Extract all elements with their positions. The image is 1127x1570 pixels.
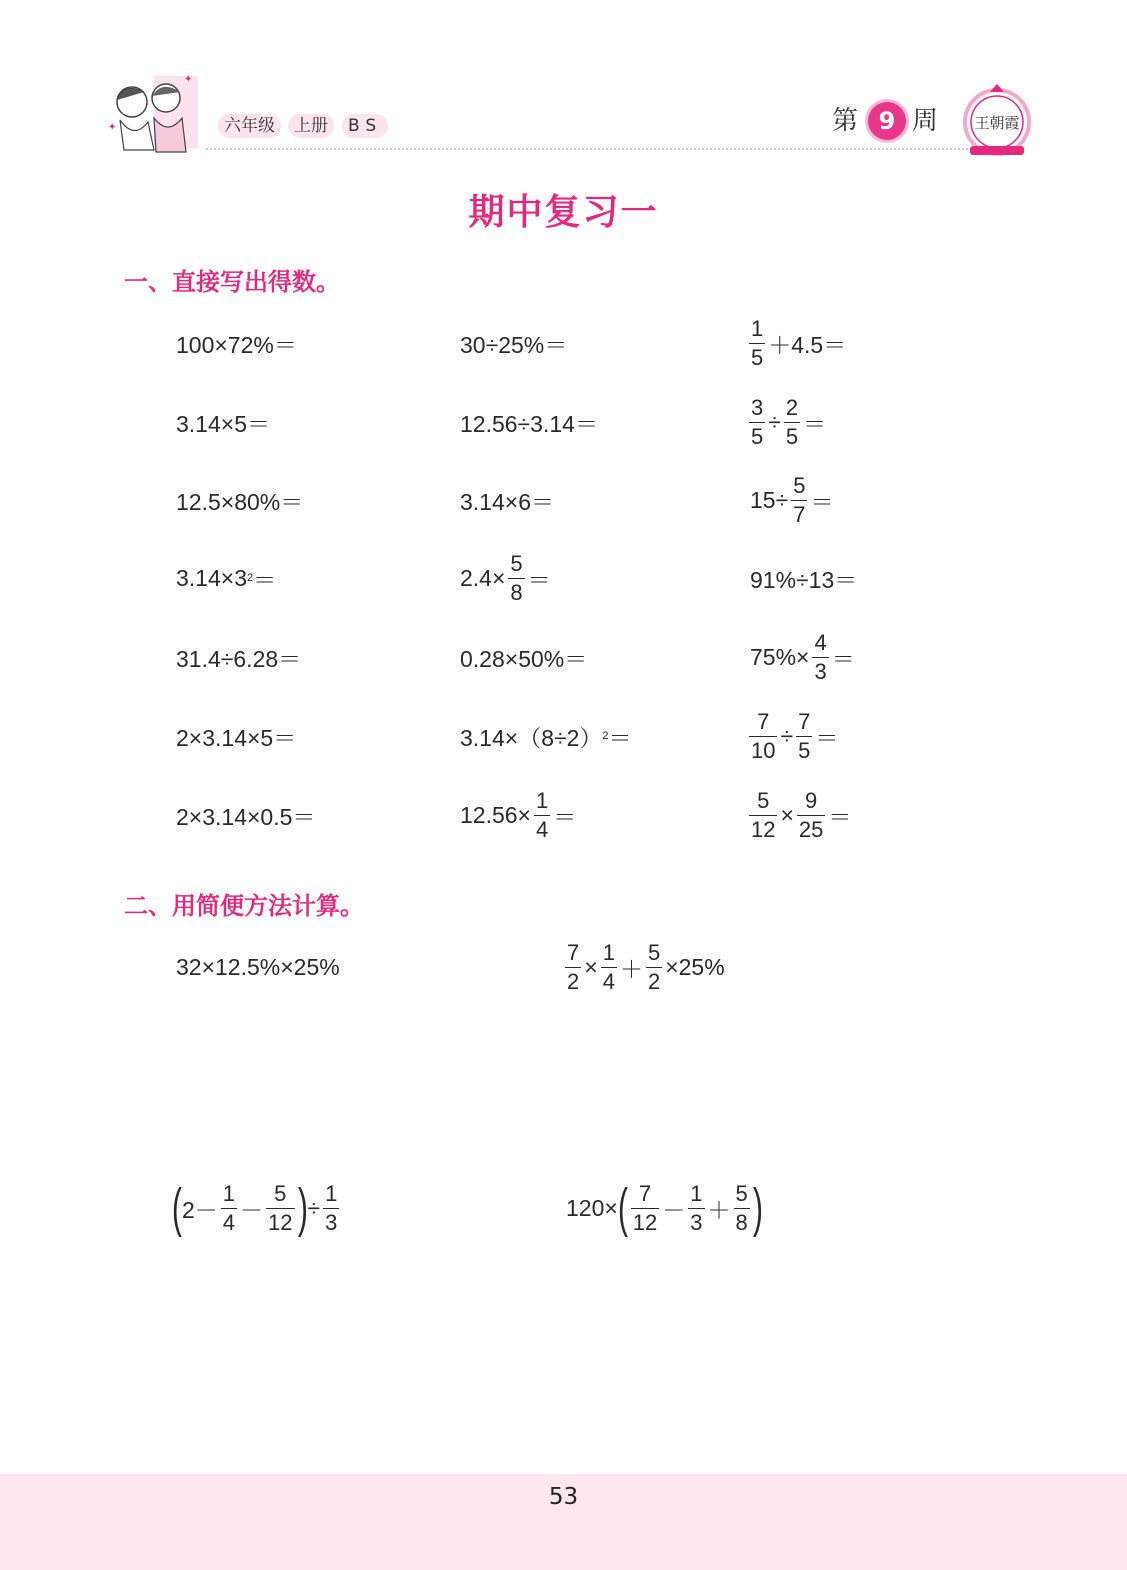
fraction: $\frac{5}{8}$ [510,550,523,605]
fraction: $\frac{1}{3}$ [690,1180,703,1235]
problem-6-3: $\frac{7}{10}$ ÷ $\frac{7}{5}$ ＝ [751,708,839,763]
simplify-problem-2: $\frac{7}{2}$ × $\frac{1}{4}$ ＋ $\frac{5}{2}$ ×25% [567,939,725,994]
fraction: $\frac{2}{5}$ [785,394,799,449]
svg-text:✦: ✦ [108,122,117,133]
fraction: $\frac{5}{8}$ [735,1180,748,1235]
problem-4-2: 2.4× $\frac{5}{8}$ ＝ [460,550,551,605]
grade-label: 六年级 [218,114,281,138]
fraction: $\frac{5}{12}$ [751,787,776,842]
section-heading-direct-answer: 一、直接写出得数。 [124,268,340,296]
week-prefix: 第 [832,106,859,136]
simplify-problem-3: ( 2－ $\frac{1}{4}$ － $\frac{5}{12}$ ) ÷ $\frac{1}{3}$ [172,1178,338,1238]
problem-3-2: 3.14×6＝ [460,488,554,515]
problem-6-2: 3.14×（8÷2） 2 ＝ [460,724,632,751]
fraction: $\frac{1}{4}$ [602,939,615,994]
problem-5-3: 75%× $\frac{4}{3}$ ＝ [750,629,855,684]
problem-4-1: 3.14×3 2 ＝ [176,564,277,593]
fraction: $\frac{7}{2}$ [567,939,580,994]
problem-3-3: 15÷ $\frac{5}{7}$ ＝ [750,472,834,527]
fraction: $\frac{1}{4}$ [222,1180,236,1235]
page-title: 期中复习一 [468,192,659,233]
problem-1-3: $\frac{1}{5}$ ＋4.5＝ [751,315,847,370]
svg-text:✦: ✦ [184,74,193,85]
problem-7-1: 2×3.14×0.5＝ [176,803,316,830]
problem-5-1: 31.4÷6.28＝ [176,645,302,672]
week-suffix: 周 [912,106,939,136]
fraction: $\frac{4}{3}$ [814,629,827,684]
problem-1-1: 100×72%＝ [176,331,297,358]
volume-label: 上册 [288,114,334,138]
week-number-badge: 9 [868,102,906,140]
header-divider [206,148,976,150]
page-number: 53 [548,1484,579,1510]
fraction: $\frac{1}{4}$ [536,787,549,842]
fraction: $\frac{5}{7}$ [793,472,806,527]
fraction: $\frac{1}{3}$ [325,1180,338,1235]
problem-5-2: 0.28×50%＝ [460,645,588,672]
section-heading-simplify: 二、用简便方法计算。 [124,892,364,920]
fraction: $\frac{7}{5}$ [798,708,811,763]
simplify-problem-4: 120× ( $\frac{7}{12}$ － $\frac{1}{3}$ ＋ $\frac{5}{8}$ ) [566,1178,763,1238]
fraction: $\frac{3}{5}$ [751,394,764,449]
problem-1-2: 30÷25%＝ [460,331,568,358]
brand-logo [960,80,1034,160]
children-illustration [104,70,208,160]
problem-3-1: 12.5×80%＝ [176,488,304,515]
problem-7-3: $\frac{5}{12}$ × $\frac{9}{25}$ ＝ [751,787,852,842]
fraction: $\frac{7}{10}$ [751,708,776,763]
fraction: $\frac{1}{5}$ [751,315,764,370]
problem-4-3: 91%÷13＝ [750,566,858,593]
simplify-problem-1: 32×12.5%×25% [176,953,340,980]
edition-label: BS [342,114,388,138]
fraction: $\frac{5}{2}$ [647,939,661,994]
fraction: $\frac{9}{25}$ [798,787,824,842]
fraction: $\frac{5}{12}$ [268,1180,293,1235]
problem-6-1: 2×3.14×5＝ [176,724,297,751]
problem-2-3: $\frac{3}{5}$ ÷ $\frac{2}{5}$ ＝ [751,394,827,449]
problem-2-2: 12.56÷3.14＝ [460,410,598,437]
fraction: $\frac{7}{12}$ [632,1180,658,1235]
problem-7-2: 12.56× $\frac{1}{4}$ ＝ [460,787,577,842]
svg-text:王朝霞: 王朝霞 [974,114,1020,132]
problem-2-1: 3.14×5＝ [176,410,270,437]
